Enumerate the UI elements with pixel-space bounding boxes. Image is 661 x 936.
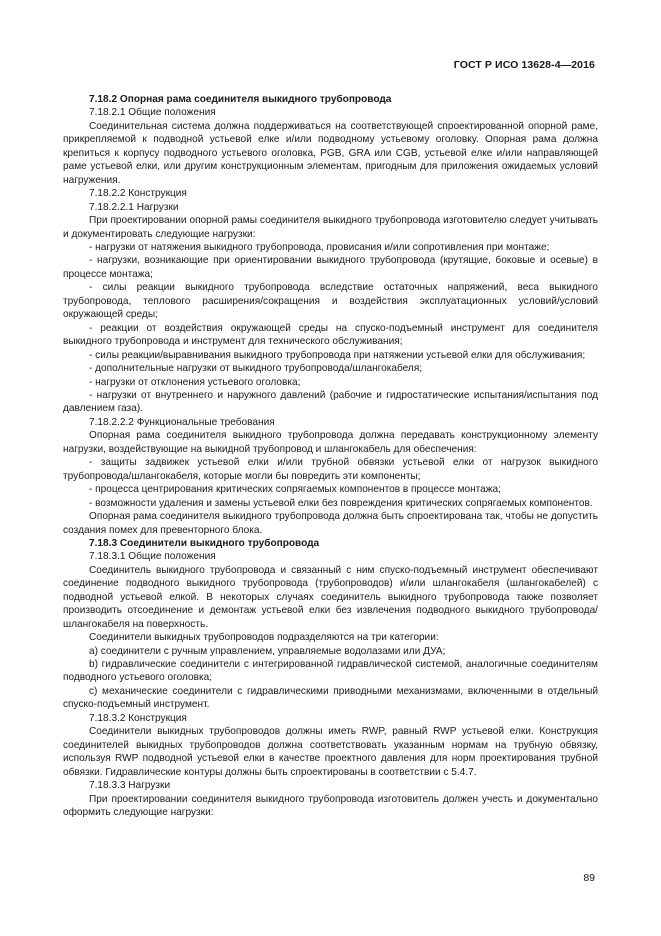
body-paragraph: - нагрузки от отклонения устьевого оголовка;	[89, 376, 301, 388]
body-paragraph: - процесса центрирования критических сопрягаемых компонентов в процессе монтажа;	[89, 484, 501, 496]
body-paragraph: - силы реакции выкидного трубопровода вследствие остаточных напряжений, веса выкидного трубопровода, теплового расширения/сокращения и воздействия эксплуатационных условий/условий окружающей среды;	[63, 282, 598, 321]
body-paragraph: - силы реакции/выравнивания выкидного трубопровода при натяжении устьевой елки для обслуживания;	[89, 349, 586, 361]
body-paragraph: с) механические соединители с гидравлическими приводными механизмами, включенными в отдельный спуско-подъемный инструмент.	[63, 685, 598, 711]
subsection-heading: 7.18.2.2 Конструкция	[89, 188, 187, 200]
body-paragraph: Соединители выкидных трубопроводов должны иметь RWP, равный RWP устьевой елки. Конструкция соединителей выкидных трубопроводов должна соответствовать указанным нормам на трубную обвязку, используя RWP подводной устьевой елки в качестве проектного давления для норм проектирования трубной обвязки. Гидравлические контуры должны быть спроектированы в соответствии с 5.4.7.	[63, 726, 598, 778]
subsection-heading: 7.18.2.2.1 Нагрузки	[89, 201, 179, 213]
subsection-heading: 7.18.3.1 Общие положения	[89, 551, 216, 563]
document-code-header: ГОСТ Р ИСО 13628-4—2016	[453, 59, 595, 71]
body-paragraph: - дополнительные нагрузки от выкидного трубопровода/шлангокабеля;	[89, 363, 423, 375]
body-paragraph: Соединитель выкидного трубопровода и связанный с ним спуско-подъемный инструмент обеспечивают соединение подводного выкидного трубопровода (трубопроводов) и/или шлангокабеля (шлангокабелей) с подводной устьевой елкой. В некоторых случаях соединитель выкидного трубопровода также позволяет производить отсоединение и демонтаж устьевой елки без извлечения подводного выкидного трубопровода/шлангокабеля на поверхность.	[63, 564, 598, 630]
body-paragraph: - защиты задвижек устьевой елки и/или трубной обвязки устьевой елки от нагрузок выкидного трубопровода/шлангокабеля, которые могли бы повредить эти компоненты;	[63, 457, 598, 482]
subsection-heading: 7.18.3.3 Нагрузки	[89, 780, 171, 792]
body-paragraph: При проектировании опорной рамы соединителя выкидного трубопровода изготовителю следует учитывать и документировать следующие нагрузки:	[63, 215, 598, 240]
subsection-heading: 7.18.2.1 Общие положения	[89, 107, 216, 119]
document-body	[63, 93, 598, 819]
body-paragraph: - возможности удаления и замены устьевой елки без повреждения критических сопрягаемых компонентов.	[89, 497, 593, 509]
page-number: 89	[583, 872, 595, 884]
body-paragraph: - нагрузки от внутреннего и наружного давлений (рабочие и гидростатические испытания/испытания под давлением газа).	[63, 389, 598, 415]
body-paragraph: Соединительная система должна поддерживаться на соответствующей спроектированной опорной раме, прикрепляемой к подводной устьевой елке и/или подводному устьевому оголовку. Опорная рама должна крепиться к корпусу подводного устьевого оголовка, PGB, GRA или CGB, устьевой елке и/или направляющей раме устьевой елки, или другим конструкционным элементам, пригодным для приложения ожидаемых условий нагружения.	[63, 120, 598, 186]
body-paragraph: - нагрузки, возникающие при ориентировании выкидного трубопровода (крутящие, боковые и осевые) в процессе монтажа;	[63, 255, 598, 280]
section-heading: 7.18.2 Опорная рама соединителя выкидного трубопровода	[89, 94, 392, 105]
subsection-heading: 7.18.2.2.2 Функциональные требования	[89, 416, 275, 428]
subsection-heading: 7.18.3.2 Конструкция	[89, 712, 187, 724]
body-paragraph: Соединители выкидных трубопроводов подразделяются на три категории:	[89, 632, 439, 644]
body-paragraph: b) гидравлические соединители с интегрированной гидравлической системой, аналогичные соединителям подводного устьевого оголовка;	[63, 659, 598, 684]
body-paragraph: Опорная рама соединителя выкидного трубопровода должна передавать конструкционному элементу нагрузки, воздействующие на выкидной трубопровод и шлангокабель для обеспечения:	[63, 430, 598, 455]
body-paragraph: - реакции от воздействия окружающей среды на спуско-подъемный инструмент для соединителя выкидного трубопровода и инструмент для технического обслуживания;	[63, 322, 598, 348]
section-heading: 7.18.3 Соединители выкидного трубопровода	[89, 537, 320, 549]
body-paragraph: Опорная рама соединителя выкидного трубопровода должна быть спроектирована так, чтобы не допустить создания помех для превенторного блока.	[63, 511, 598, 536]
body-paragraph: - нагрузки от натяжения выкидного трубопровода, провисания и/или сопротивления при монтаже;	[89, 241, 550, 253]
body-paragraph: а) соединители с ручным управлением, управляемые водолазами или ДУА;	[89, 645, 446, 657]
body-paragraph: При проектировании соединителя выкидного трубопровода изготовитель должен учесть и документально оформить следующие нагрузки:	[63, 793, 598, 819]
